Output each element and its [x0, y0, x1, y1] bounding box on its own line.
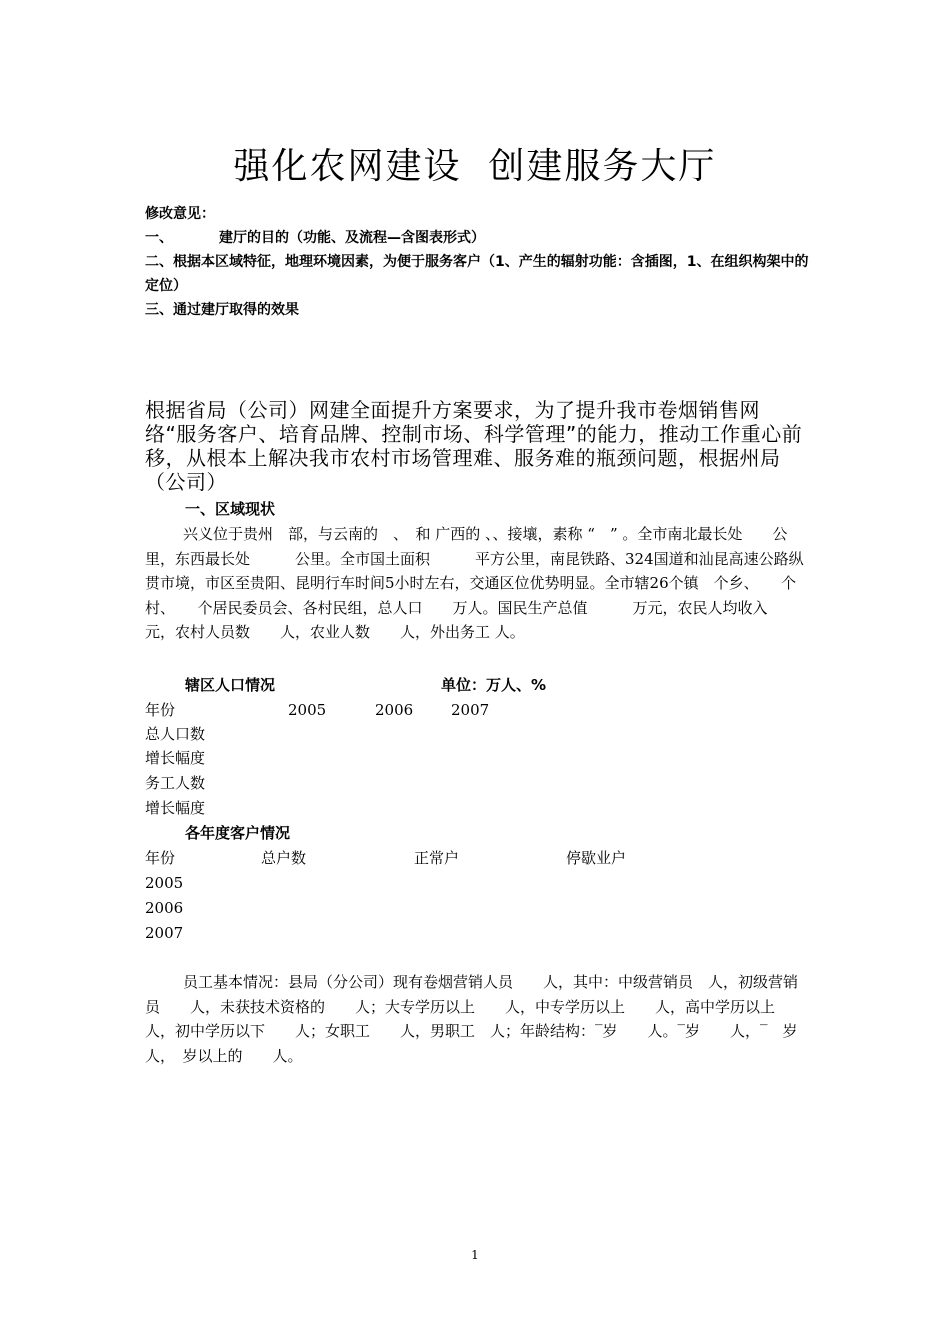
- population-header-2005: 2005: [288, 701, 327, 719]
- population-row-workers: 务工人数: [145, 774, 206, 792]
- document-title: 强化农网建设 创建服务大厅: [233, 146, 717, 187]
- region-status-paragraph: 兴义位于贵州 部，与云南的 、 和 广西的 、、接壤，素称 “ ” 。全市南北最长处 公里，东西最长处 公里。全市国土面积 平方公里，南昆铁路、324国道和汕昆高速公路纵贯市境，市区至贵阳、昆明行车时间5小时左右，交通区位优势明显。全市辖26个镇 个乡、 个村、 个居民委员会、各村民组，总人口 万人。国民生产总值 万元，农民人均收入 元，农村人员数 人，农业人数 人，外出务工 人。: [145, 525, 813, 641]
- intro-paragraph: 根据省局（公司）网建全面提升方案要求，为了提升我市卷烟销售网络“服务客户、培育品牌、控制市场、科学管理”的能力，推动工作重心前移，从根本上解决我市农村市场管理难、服务难的瓶颈问题，根据州局（公司）: [145, 398, 803, 494]
- customer-row-2005: 2005: [145, 874, 184, 892]
- population-header-2006: 2006: [375, 701, 414, 719]
- population-table-unit: 单位：万人、%: [441, 676, 547, 694]
- population-header-2007: 2007: [451, 701, 490, 719]
- population-header-year: 年份: [145, 701, 176, 719]
- customer-table-caption: 各年度客户情况: [185, 824, 291, 842]
- revision-notes: [145, 202, 815, 322]
- population-row-total: 总人口数: [145, 725, 206, 743]
- customer-header-normal: 正常户: [414, 849, 460, 867]
- customer-header-row: [145, 846, 705, 870]
- customer-row-2006: 2006: [145, 899, 184, 917]
- notes-heading: 修改意见：: [145, 206, 215, 222]
- note-item-1-marker: 一、: [145, 230, 173, 246]
- customer-row-2007: 2007: [145, 924, 184, 942]
- note-item-1-text: 建厅的目的（功能、及流程—含图表形式）: [219, 230, 485, 246]
- note-item-2: 二、根据本区域特征，地理环境因素，为便于服务客户（1、产生的辐射功能：含插图，1、在组织构架中的定位）: [145, 254, 809, 294]
- customer-header-year: 年份: [145, 849, 176, 867]
- population-row-worker-growth: 增长幅度: [145, 799, 206, 817]
- population-header-row: [145, 698, 645, 722]
- population-row-growth: 增长幅度: [145, 749, 206, 767]
- customer-header-suspended: 停歇业户: [566, 849, 627, 867]
- note-item-1: [145, 226, 815, 250]
- section-1-heading: 一、区域现状: [185, 500, 276, 518]
- staff-paragraph: 员工基本情况：县局（分公司）现有卷烟营销人员 人，其中：中级营销员 人，初级营销员 人，未获技术资格的 人；大专学历以上 人，中专学历以上 人，高中学历以上 人，初中学历以下 人；女职工 人，男职工 人；年龄结构：‾岁 人。‾岁 人，‾ 岁 人， 岁以上的 人。: [145, 973, 828, 1065]
- page-number: 1: [471, 1248, 479, 1262]
- customer-header-total: 总户数: [261, 849, 307, 867]
- note-item-3: 三、通过建厅取得的效果: [145, 302, 299, 318]
- population-table-caption: 辖区人口情况: [185, 676, 276, 694]
